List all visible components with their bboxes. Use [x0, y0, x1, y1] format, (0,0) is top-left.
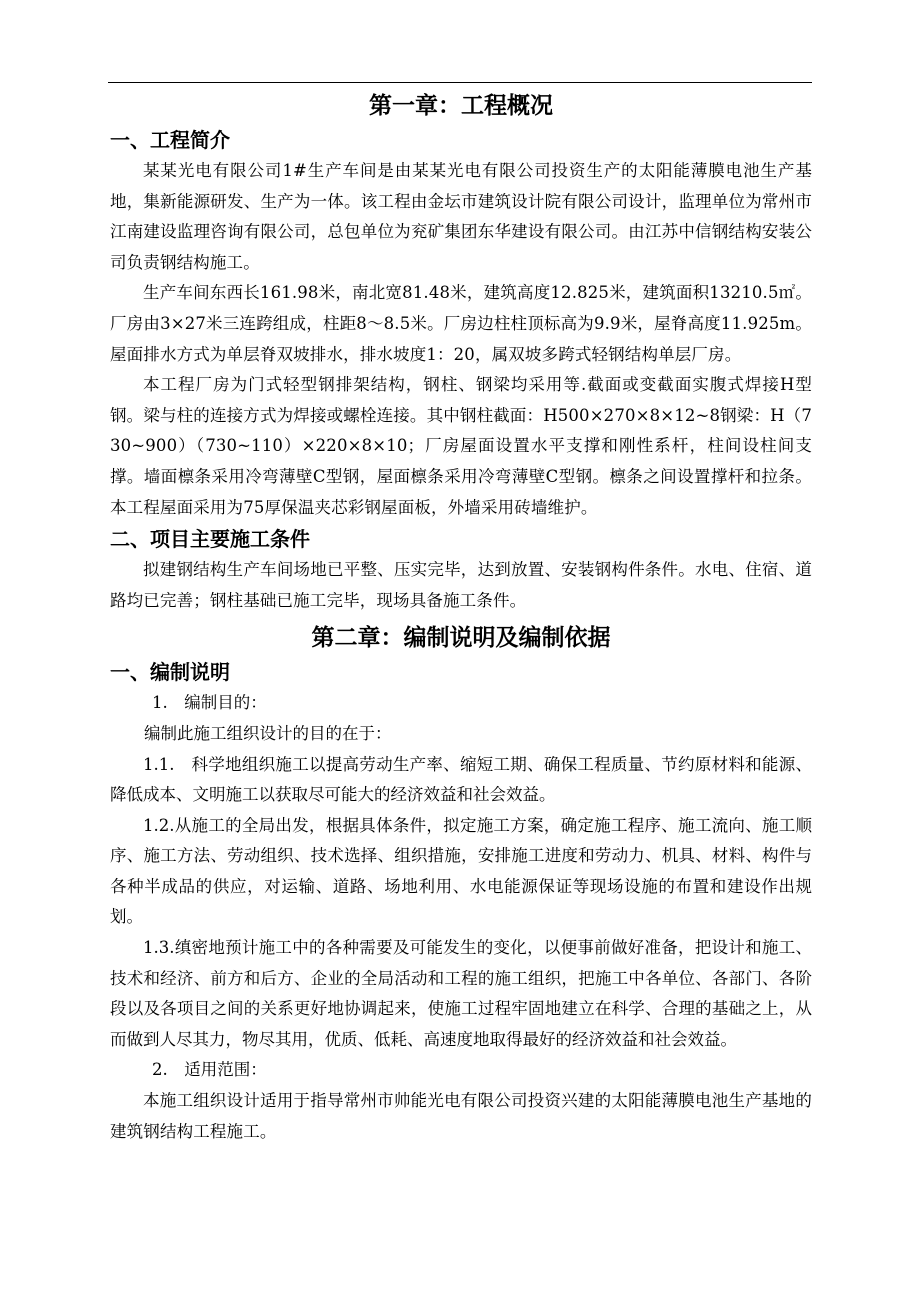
purpose-intro: 编制此施工组织设计的目的在于：	[144, 723, 392, 743]
scope-paragraph: 本施工组织设计适用于指导常州市帅能光电有限公司投资兴建的太阳能薄膜电池生产基地的建筑钢结构工程施工。	[110, 1091, 812, 1141]
scope-heading: 2. 适用范围：	[152, 1060, 267, 1080]
section-compilation-notes-title: 一、编制说明	[110, 660, 230, 685]
project-intro-paragraph-2: 生产车间东西长161.98米，南北宽81.48米，建筑高度12.825米，建筑面积13210.5㎡。厂房由3×27米三连跨组成，柱距8～8.5米。厂房边柱柱顶标高为9.9米，屋脊高度11.925m。屋面排水方式为单层脊双坡排水，排水坡度1：20，属双坡多跨式轻钢结构单层厂房。	[110, 283, 812, 364]
section-project-intro-title: 一、工程简介	[110, 128, 230, 152]
chapter-2-title: 第二章：编制说明及编制依据	[311, 625, 611, 652]
purpose-item-1-2: 1.2.从施工的全局出发，根据具体条件，拟定施工方案，确定施工程序、施工流向、施工顺序、施工方法、劳动组织、技术选择、组织措施，安排施工进度和劳动力、机具、材料、构件与各种半成品的供应，对运输、道路、场地利用、水电能源保证等现场设施的布置和建设作出规划。	[110, 815, 812, 927]
purpose-item-1-3: 1.3.缜密地预计施工中的各种需要及可能发生的变化，以便事前做好准备，把设计和施工、技术和经济、前方和后方、企业的全局活动和工程的施工组织，把施工中各单位、各部门、各阶段以及各项目之间的关系更好地协调起来，使施工过程牢固地建立在科学、合理的基础之上，从而做到人尽其力，物尽其用，优质、低耗、高速度地取得最好的经济效益和社会效益。	[110, 938, 812, 1049]
document-page	[110, 88, 812, 1147]
construction-conditions-paragraph: 拟建钢结构生产车间场地已平整、压实完毕，达到放置、安装钢构件条件。水电、住宿、道路均已完善；钢柱基础已施工完毕，现场具备施工条件。	[110, 560, 812, 610]
chapter-1-title: 第一章：工程概况	[369, 93, 553, 119]
project-intro-paragraph-3: 本工程厂房为门式轻型钢排架结构，钢柱、钢梁均采用等.截面或变截面实腹式焊接H型钢。梁与柱的连接方式为焊接或螺栓连接。其中钢柱截面：H500×270×8×12~8钢梁：H（730~900）（730~110）×220×8×10；厂房屋面设置水平支撑和刚性系杆，柱间设柱间支撑。墙面檩条采用冷弯薄壁C型钢，屋面檩条采用冷弯薄壁C型钢。檩条之间设置撑杆和拉条。本工程屋面采用为75厚保温夹芯彩钢屋面板，外墙采用砖墙维护。	[110, 375, 812, 517]
purpose-heading: 1. 编制目的：	[152, 693, 267, 713]
header-rule	[108, 82, 812, 83]
section-construction-conditions-title: 二、项目主要施工条件	[110, 527, 310, 552]
project-intro-paragraph-1: 某某光电有限公司1#生产车间是由某某光电有限公司投资生产的太阳能薄膜电池生产基地，集新能源研发、生产为一体。该工程由金坛市建筑设计院有限公司设计，监理单位为常州市江南建设监理咨询有限公司，总包单位为兖矿集团东华建设有限公司。由江苏中信钢结构安装公司负责钢结构施工。	[110, 161, 812, 272]
purpose-item-1-1: 1.1. 科学地组织施工以提高劳动生产率、缩短工期、确保工程质量、节约原材料和能源、降低成本、文明施工以获取尽可能大的经济效益和社会效益。	[110, 754, 812, 805]
